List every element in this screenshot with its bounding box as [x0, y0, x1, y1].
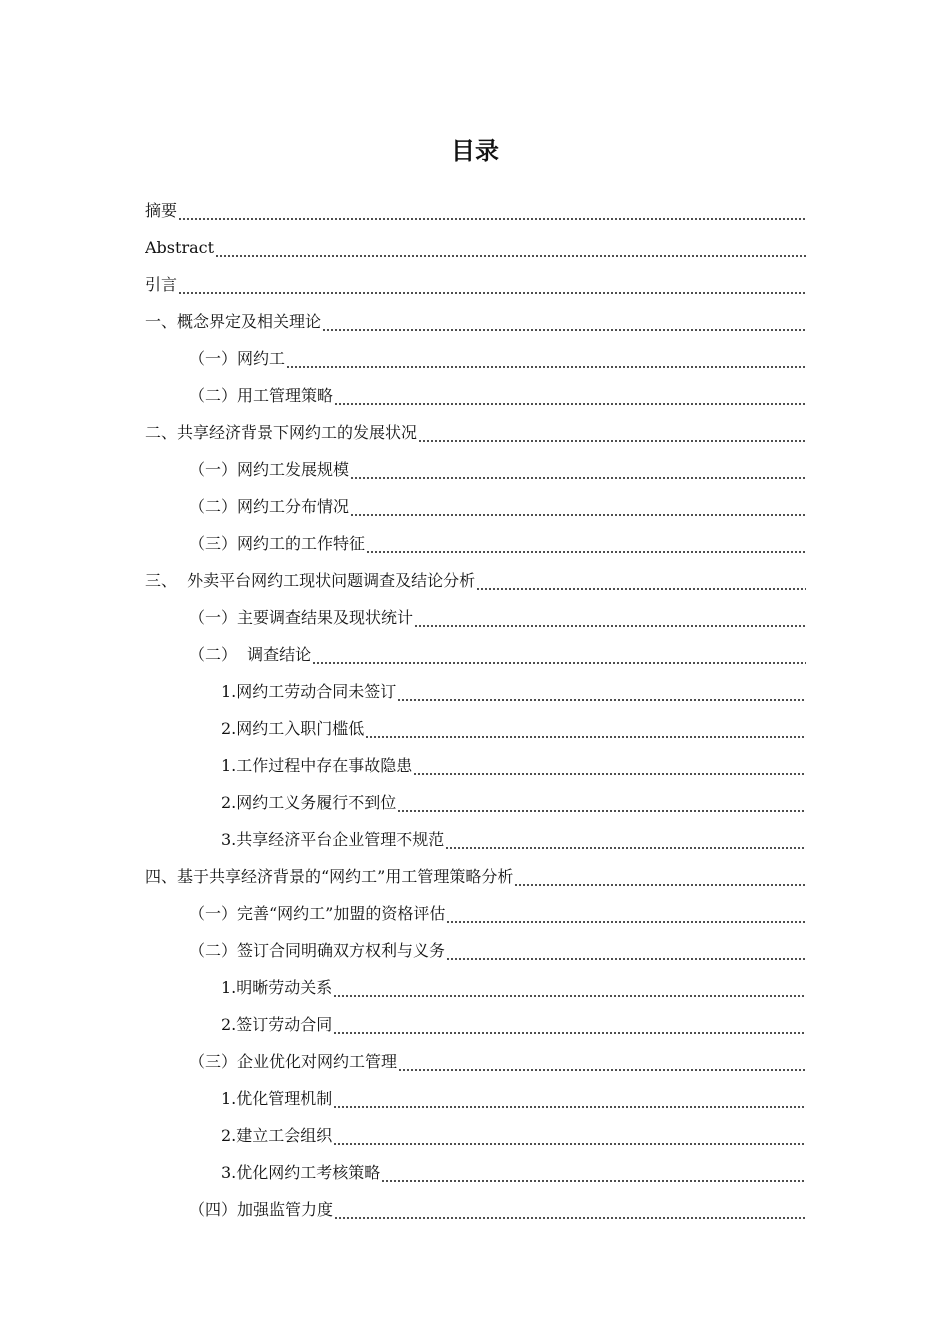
toc-entry[interactable]: [145, 593, 806, 630]
toc-dot-leader: [333, 1143, 806, 1145]
toc-dot-leader: [446, 921, 806, 923]
toc-entry[interactable]: [145, 963, 806, 1000]
toc-entry[interactable]: [145, 408, 806, 445]
toc-entry-label: 摘要: [145, 201, 178, 220]
toc-entry-label: 3.共享经济平台企业管理不规范: [221, 830, 445, 849]
toc-entry-label: 2.网约工义务履行不到位: [221, 793, 397, 812]
toc-dot-leader: [286, 366, 806, 368]
toc-entry[interactable]: [145, 704, 806, 741]
toc-dot-leader: [418, 440, 806, 442]
toc-entry-label: （一）网约工: [189, 349, 286, 368]
toc-entry-label: （一）网约工发展规模: [189, 460, 350, 479]
toc-entry[interactable]: [145, 371, 806, 408]
toc-entry-label: 引言: [145, 275, 178, 294]
toc-dot-leader: [178, 218, 806, 220]
toc-dot-leader: [365, 736, 806, 738]
toc-entry-label: 3.优化网约工考核策略: [221, 1163, 381, 1182]
toc-entry[interactable]: [145, 667, 806, 704]
toc-entry-label: 一、概念界定及相关理论: [145, 312, 322, 331]
toc-entry[interactable]: [145, 926, 806, 963]
toc-dot-leader: [398, 1069, 806, 1071]
toc-entry-label: （一）完善“网约工”加盟的资格评估: [189, 904, 446, 923]
toc-entry[interactable]: [145, 556, 806, 593]
toc-entry-label: 2.网约工入职门槛低: [221, 719, 365, 738]
toc-dot-leader: [333, 1106, 806, 1108]
toc-entry-label: （三）企业优化对网约工管理: [189, 1052, 398, 1071]
toc-entry[interactable]: [145, 334, 806, 371]
toc-entry[interactable]: [145, 445, 806, 482]
toc-dot-leader: [333, 995, 806, 997]
toc-entry[interactable]: [145, 1037, 806, 1074]
toc-dot-leader: [334, 1217, 806, 1219]
toc-dot-leader: [178, 292, 806, 294]
toc-entry[interactable]: [145, 1148, 806, 1185]
toc-list: [145, 186, 806, 1222]
toc-entry-label: （二）用工管理策略: [189, 386, 334, 405]
toc-entry[interactable]: [145, 778, 806, 815]
toc-entry-label: （二）网约工分布情况: [189, 497, 350, 516]
toc-dot-leader: [366, 551, 806, 553]
toc-entry[interactable]: [145, 186, 806, 223]
toc-entry-label: 1.明晰劳动关系: [221, 978, 333, 997]
toc-dot-leader: [397, 699, 806, 701]
toc-entry[interactable]: [145, 852, 806, 889]
toc-entry[interactable]: [145, 482, 806, 519]
toc-entry[interactable]: [145, 297, 806, 334]
toc-dot-leader: [413, 773, 806, 775]
toc-entry[interactable]: [145, 1074, 806, 1111]
toc-dot-leader: [397, 810, 806, 812]
toc-dot-leader: [446, 958, 806, 960]
toc-dot-leader: [334, 403, 806, 405]
toc-entry[interactable]: [145, 260, 806, 297]
toc-dot-leader: [476, 588, 806, 590]
toc-dot-leader: [312, 662, 806, 664]
toc-entry-label: 三、 外卖平台网约工现状问题调查及结论分析: [145, 571, 476, 590]
toc-entry[interactable]: [145, 889, 806, 926]
toc-entry[interactable]: [145, 519, 806, 556]
toc-entry-label: （四）加强监管力度: [189, 1200, 334, 1219]
toc-entry-label: （二） 调查结论: [189, 645, 312, 664]
toc-dot-leader: [514, 884, 806, 886]
toc-dot-leader: [445, 847, 806, 849]
toc-entry-label: （三）网约工的工作特征: [189, 534, 366, 553]
toc-dot-leader: [381, 1180, 806, 1182]
toc-entry-label: （二）签订合同明确双方权利与义务: [189, 941, 446, 960]
toc-entry-label: 四、基于共享经济背景的“网约工”用工管理策略分析: [145, 867, 514, 886]
toc-entry-label: Abstract: [145, 238, 215, 257]
toc-entry[interactable]: [145, 1111, 806, 1148]
toc-entry[interactable]: [145, 815, 806, 852]
toc-dot-leader: [215, 255, 806, 257]
toc-dot-leader: [350, 477, 806, 479]
toc-entry-label: 2.签订劳动合同: [221, 1015, 333, 1034]
toc-dot-leader: [350, 514, 806, 516]
toc-entry[interactable]: [145, 223, 806, 260]
toc-entry[interactable]: [145, 630, 806, 667]
toc-entry[interactable]: [145, 1000, 806, 1037]
toc-dot-leader: [322, 329, 806, 331]
toc-dot-leader: [333, 1032, 806, 1034]
toc-entry-label: 1.网约工劳动合同未签订: [221, 682, 397, 701]
toc-entry-label: 1.优化管理机制: [221, 1089, 333, 1108]
toc-entry-label: 二、共享经济背景下网约工的发展状况: [145, 423, 418, 442]
toc-entry-label: （一）主要调查结果及现状统计: [189, 608, 414, 627]
toc-dot-leader: [414, 625, 806, 627]
toc-entry-label: 1.工作过程中存在事故隐患: [221, 756, 413, 775]
toc-title: 目录: [451, 137, 499, 165]
toc-entry[interactable]: [145, 741, 806, 778]
toc-entry-label: 2.建立工会组织: [221, 1126, 333, 1145]
toc-entry[interactable]: [145, 1185, 806, 1222]
